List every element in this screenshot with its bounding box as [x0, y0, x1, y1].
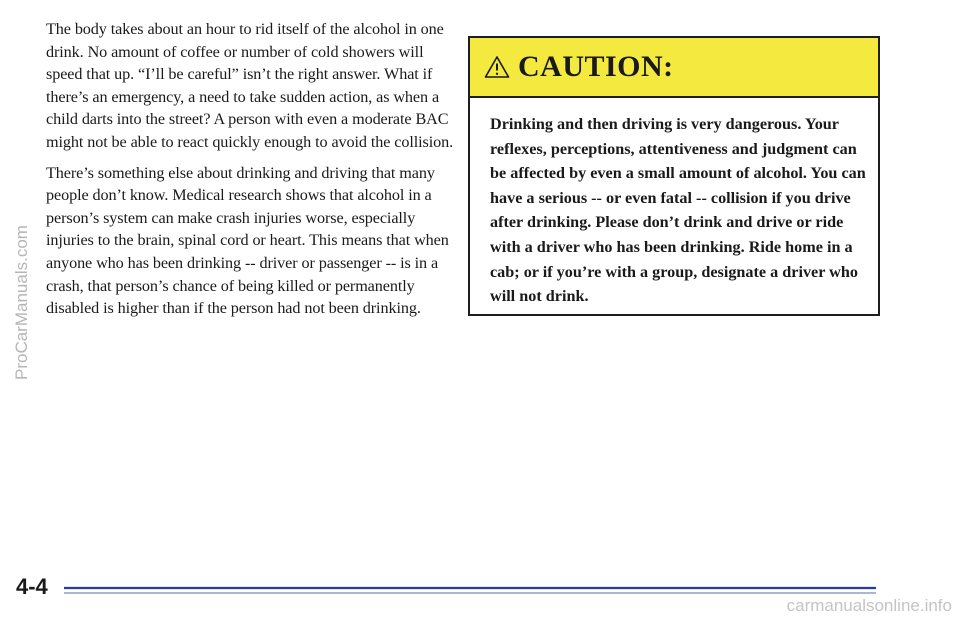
- caution-title: CAUTION:: [518, 50, 674, 83]
- bottom-watermark: carmanualsonline.info: [786, 596, 952, 615]
- footer-rule: [64, 585, 876, 597]
- side-watermark: [0, 0, 31, 400]
- page-number: 4-4: [16, 574, 48, 599]
- caution-box: [468, 36, 880, 316]
- paragraph-alcohol-metabolism: The body takes about an hour to rid itself of the alcohol in one drink. No amount of coffee or number of cold showers will speed that up. “I’ll be careful” isn’t the right answer. What if there’s an emergency, a need to take sudden action, as when a child darts into the street? A person with even a moderate BAC might not be able to react quickly enough to avoid the collision.: [46, 20, 454, 151]
- caution-header: [470, 38, 878, 98]
- paragraph-crash-injuries: There’s something else about drinking and driving that many people don’t know. Medical research shows that alcohol in a person’s system can make crash injuries worse, especially injuries to the brain, spinal cord or heart. This means that when anyone who has been drinking -- driver or passenger -- is in a crash, that person’s chance of being killed or permanently disabled is higher than if the person had not been drinking.: [46, 163, 449, 318]
- side-watermark-text: ProCarManuals.com: [12, 225, 31, 380]
- body-text-column: [46, 18, 456, 328]
- warning-triangle-icon: [484, 55, 510, 79]
- caution-text: Drinking and then driving is very dangerous. Your reflexes, perceptions, attentiveness and judgment can be affected by even a small amount of alcohol. You can have a serious -- or even fatal -- collision if you drive after drinking. Please don’t drink and drive or ride with a driver who has been drinking. Ride home in a cab; or if you’re with a group, designate a driver who will not drink.: [490, 115, 866, 306]
